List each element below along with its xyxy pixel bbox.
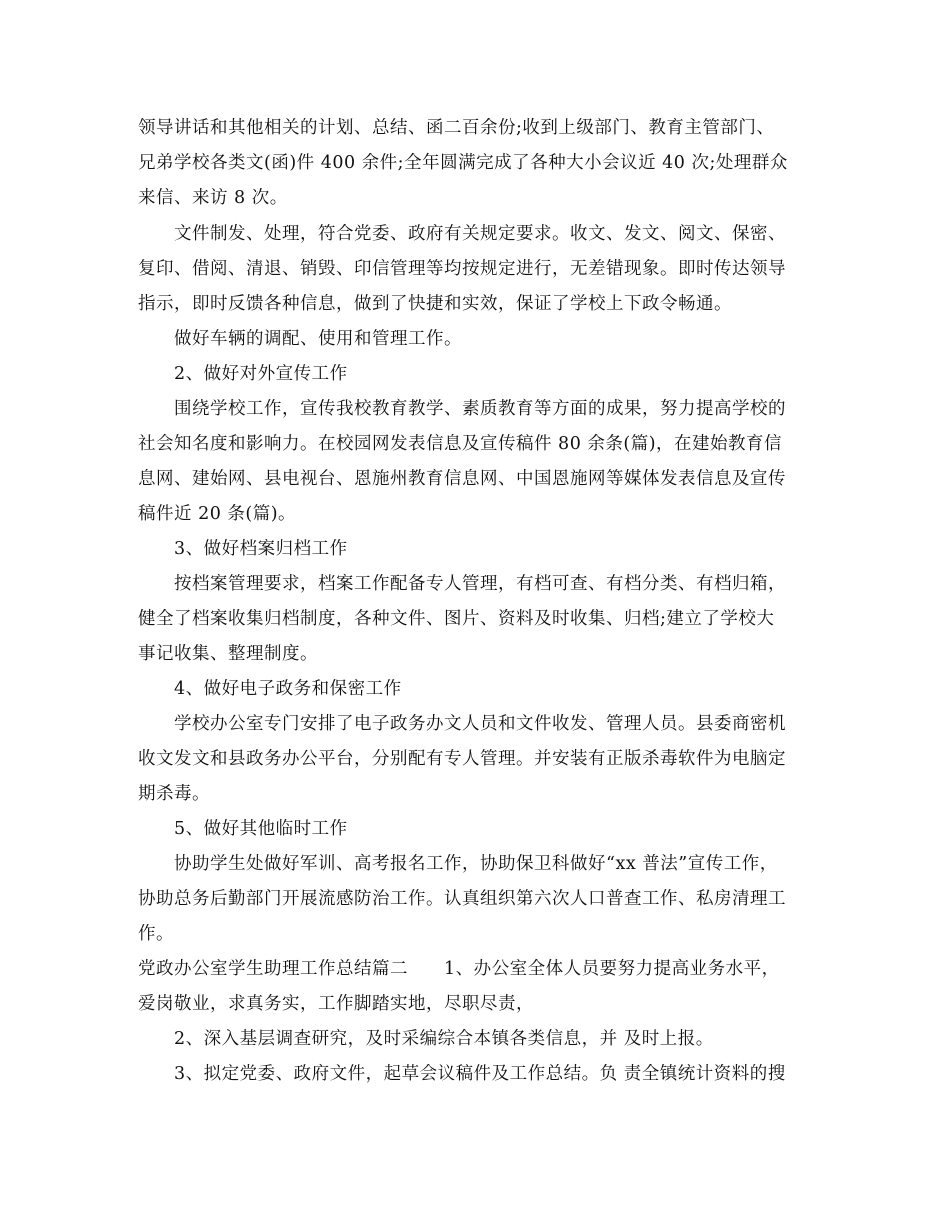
text-line: 期杀毒。 [138,784,210,804]
text-line: 息网、建始网、县电视台、恩施州教育信息网、中国恩施网等媒体发表信息及宣传 [138,469,786,489]
text-line: 做好车辆的调配、使用和管理工作。 [174,329,462,349]
text-line: 复印、借阅、清退、销毁、印信管理等均按规定进行，无差错现象。即时传达领导 [138,259,786,279]
text-line: 2、深入基层调查研究，及时采编综合本镇各类信息，并 及时上报。 [174,1029,714,1049]
text-line: 作。 [138,924,174,944]
text-line: 稿件近 20 条(篇)。 [138,504,297,524]
text-line: 按档案管理要求，档案工作配备专人管理，有档可查、有档分类、有档归箱， [174,574,786,594]
text-line: 3、拟定党委、政府文件，起草会议稿件及工作总结。负 责全镇统计资料的搜 [174,1064,786,1084]
text-line: 领导讲话和其他相关的计划、总结、函二百余份;收到上级部门、教育主管部门、 [138,118,775,138]
text-line: 文件制发、处理，符合党委、政府有关规定要求。收文、发文、阅文、保密、 [174,224,786,244]
section-heading: 2、做好对外宣传工作 [174,364,348,384]
text-line: 事记收集、整理制度。 [138,644,318,664]
text-line: 健全了档案收集归档制度，各种文件、图片、资料及时收集、归档;建立了学校大 [138,609,775,629]
text-line: 党政办公室学生助理工作总结篇二 1、办公室全体人员要努力提高业务水平， [138,959,780,979]
text-line: 爱岗敬业，求真务实，工作脚踏实地，尽职尽责， [138,994,534,1014]
text-line: 社会知名度和影响力。在校园网发表信息及宣传稿件 80 余条(篇)，在建始教育信 [138,434,783,454]
text-line: 协助总务后勤部门开展流感防治工作。认真组织第六次人口普查工作、私房清理工 [138,889,786,909]
section-heading: 3、做好档案归档工作 [174,539,348,559]
text-line: 围绕学校工作，宣传我校教育教学、素质教育等方面的成果，努力提高学校的 [174,399,786,419]
text-line: 兄弟学校各类文(函)件 400 余件;全年圆满完成了各种大小会议近 40 次;处理群众 [138,153,788,173]
text-line: 收文发文和县政务办公平台，分别配有专人管理。并安装有正版杀毒软件为电脑定 [138,749,786,769]
section-heading: 4、做好电子政务和保密工作 [174,679,402,699]
section-heading: 5、做好其他临时工作 [174,819,348,839]
text-line: 来信、来访 8 次。 [138,188,288,208]
text-line: 学校办公室专门安排了电子政务办文人员和文件收发、管理人员。县委商密机 [174,714,786,734]
text-line: 指示，即时反馈各种信息，做到了快捷和实效，保证了学校上下政令畅通。 [138,294,732,314]
text-line: 协助学生处做好军训、高考报名工作，协助保卫科做好“xx 普法”宣传工作， [174,854,778,874]
